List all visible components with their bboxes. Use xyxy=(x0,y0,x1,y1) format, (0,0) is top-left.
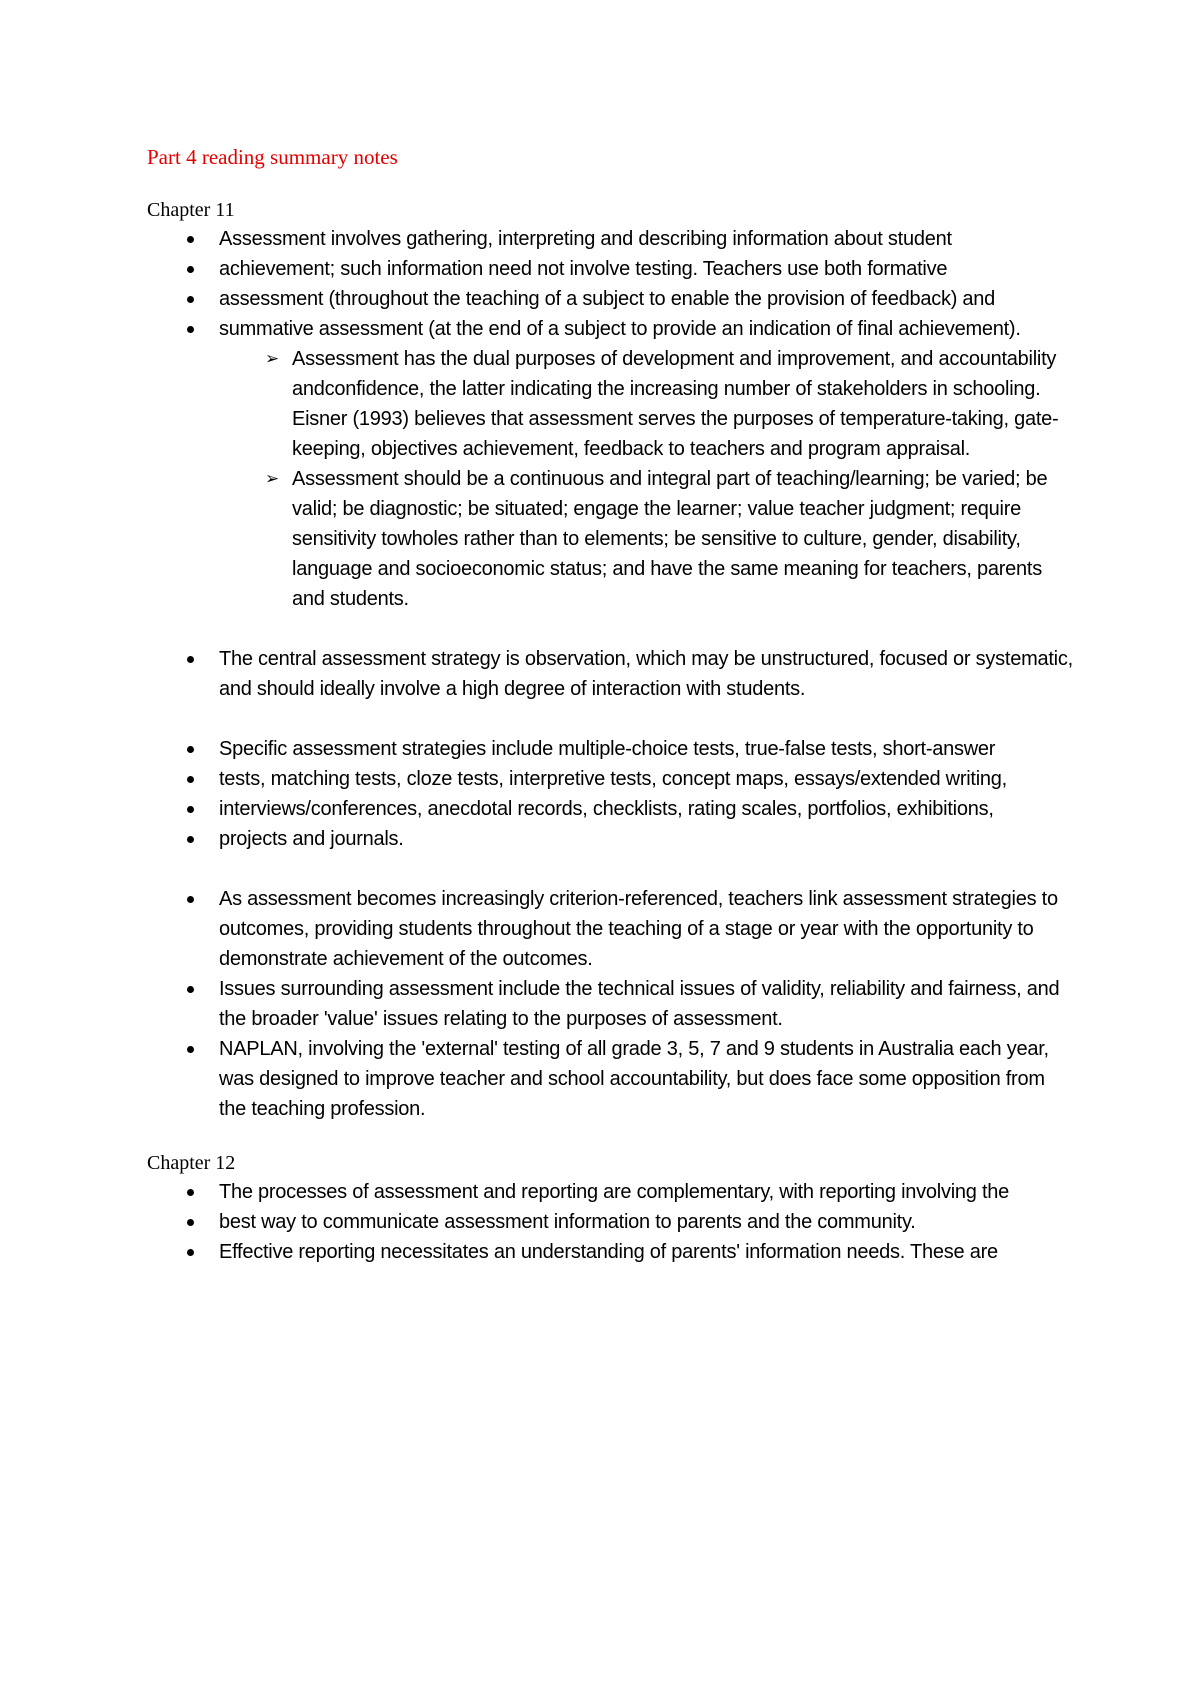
bullet-item xyxy=(147,1177,1077,1207)
bullet-text: interviews/conferences, anecdotal records, checklists, rating scales, portfolios, exhibitions, xyxy=(219,798,994,820)
bullet-text: Effective reporting necessitates an understanding of parents' information needs. These are xyxy=(219,1241,998,1263)
chapter-11-heading: Chapter 11 xyxy=(147,199,235,221)
bullet-icon xyxy=(187,776,194,783)
bullet-text: As assessment becomes increasingly criterion-referenced, teachers link assessment strategies to outcomes, providing students throughout the teaching of a stage or year with the opportunity to demonstrate achievement of the outcomes. xyxy=(219,888,1058,970)
arrow-bullet-icon: ➢ xyxy=(265,349,279,369)
bullet-text: Specific assessment strategies include multiple-choice tests, true-false tests, short-answer xyxy=(219,738,996,760)
bullet-icon xyxy=(187,296,194,303)
bullet-item xyxy=(147,1237,1077,1267)
bullet-item xyxy=(147,284,1077,314)
sub-point-text: Assessment should be a continuous and integral part of teaching/learning; be varied; be valid; be diagnostic; be situated; engage the learner; value teacher judgment; require sensitivity towholes rather than to elements; be sensitive to culture, gender, disability, language and socioeconomic status; and have the same meaning for teachers, parents and students. xyxy=(292,468,1048,610)
bullet-icon xyxy=(187,1189,194,1196)
bullet-text: The central assessment strategy is observation, which may be unstructured, focused or systematic, and should ideally involve a high degree of interaction with students. xyxy=(219,648,1073,700)
bullet-icon xyxy=(187,326,194,333)
chapter-11-bullet-list-3 xyxy=(147,734,1077,854)
bullet-icon xyxy=(187,746,194,753)
chapter-12-bullet-list-1 xyxy=(147,1177,1077,1267)
bullet-text: NAPLAN, involving the 'external' testing of all grade 3, 5, 7 and 9 students in Australia each year, was designed to improve teacher and school accountability, but does face some opposition from the teaching profession. xyxy=(219,1038,1049,1120)
bullet-item xyxy=(147,764,1077,794)
bullet-item xyxy=(147,794,1077,824)
bullet-text: best way to communicate assessment information to parents and the community. xyxy=(219,1211,916,1233)
paragraph-spacer xyxy=(147,1124,1077,1150)
bullet-item xyxy=(147,224,1077,254)
document-title: Part 4 reading summary notes xyxy=(147,145,398,169)
bullet-icon xyxy=(187,1219,194,1226)
bullet-icon xyxy=(187,236,194,243)
bullet-icon xyxy=(187,1249,194,1256)
sub-point-item xyxy=(147,344,1077,464)
bullet-text: tests, matching tests, cloze tests, interpretive tests, concept maps, essays/extended writing, xyxy=(219,768,1007,790)
bullet-text: Issues surrounding assessment include the technical issues of validity, reliability and fairness, and the broader 'value' issues relating to the purposes of assessment. xyxy=(219,978,1060,1030)
bullet-item xyxy=(147,1207,1077,1237)
bullet-item xyxy=(147,314,1077,344)
bullet-item xyxy=(147,254,1077,284)
sub-point-item xyxy=(147,464,1077,614)
bullet-text: assessment (throughout the teaching of a subject to enable the provision of feedback) and xyxy=(219,288,996,310)
bullet-icon xyxy=(187,806,194,813)
bullet-text: The processes of assessment and reporting are complementary, with reporting involving the xyxy=(219,1181,1010,1203)
bullet-icon xyxy=(187,1046,194,1053)
chapter-11-sub-point-list xyxy=(147,344,1077,614)
bullet-text: summative assessment (at the end of a subject to provide an indication of final achievement). xyxy=(219,318,1021,340)
bullet-item xyxy=(147,1034,1077,1124)
chapter-12-heading: Chapter 12 xyxy=(147,1152,236,1174)
bullet-text: projects and journals. xyxy=(219,828,404,850)
bullet-icon xyxy=(187,896,194,903)
chapter-11-bullet-list-4 xyxy=(147,884,1077,1124)
bullet-icon xyxy=(187,836,194,843)
paragraph-spacer xyxy=(147,704,1077,734)
arrow-bullet-icon: ➢ xyxy=(265,469,279,489)
bullet-icon xyxy=(187,986,194,993)
bullet-text: Assessment involves gathering, interpreting and describing information about student xyxy=(219,228,952,250)
bullet-icon xyxy=(187,656,194,663)
bullet-item xyxy=(147,824,1077,854)
paragraph-spacer xyxy=(147,854,1077,884)
paragraph-spacer xyxy=(147,614,1077,644)
bullet-item xyxy=(147,974,1077,1034)
chapter-11-bullet-list-1 xyxy=(147,224,1077,344)
bullet-item xyxy=(147,644,1077,704)
bullet-icon xyxy=(187,266,194,273)
bullet-item xyxy=(147,734,1077,764)
sub-point-text: Assessment has the dual purposes of development and improvement, and accountability andconfidence, the latter indicating the increasing number of stakeholders in schooling. Eisner (1993) believes that assessment serves the purposes of temperature-taking, gate-keeping, objectives achievement, feedback to teachers and program appraisal. xyxy=(292,348,1059,460)
document-body xyxy=(147,142,1077,1267)
bullet-text: achievement; such information need not involve testing. Teachers use both formative xyxy=(219,258,948,280)
chapter-11-bullet-list-2 xyxy=(147,644,1077,704)
bullet-item xyxy=(147,884,1077,974)
